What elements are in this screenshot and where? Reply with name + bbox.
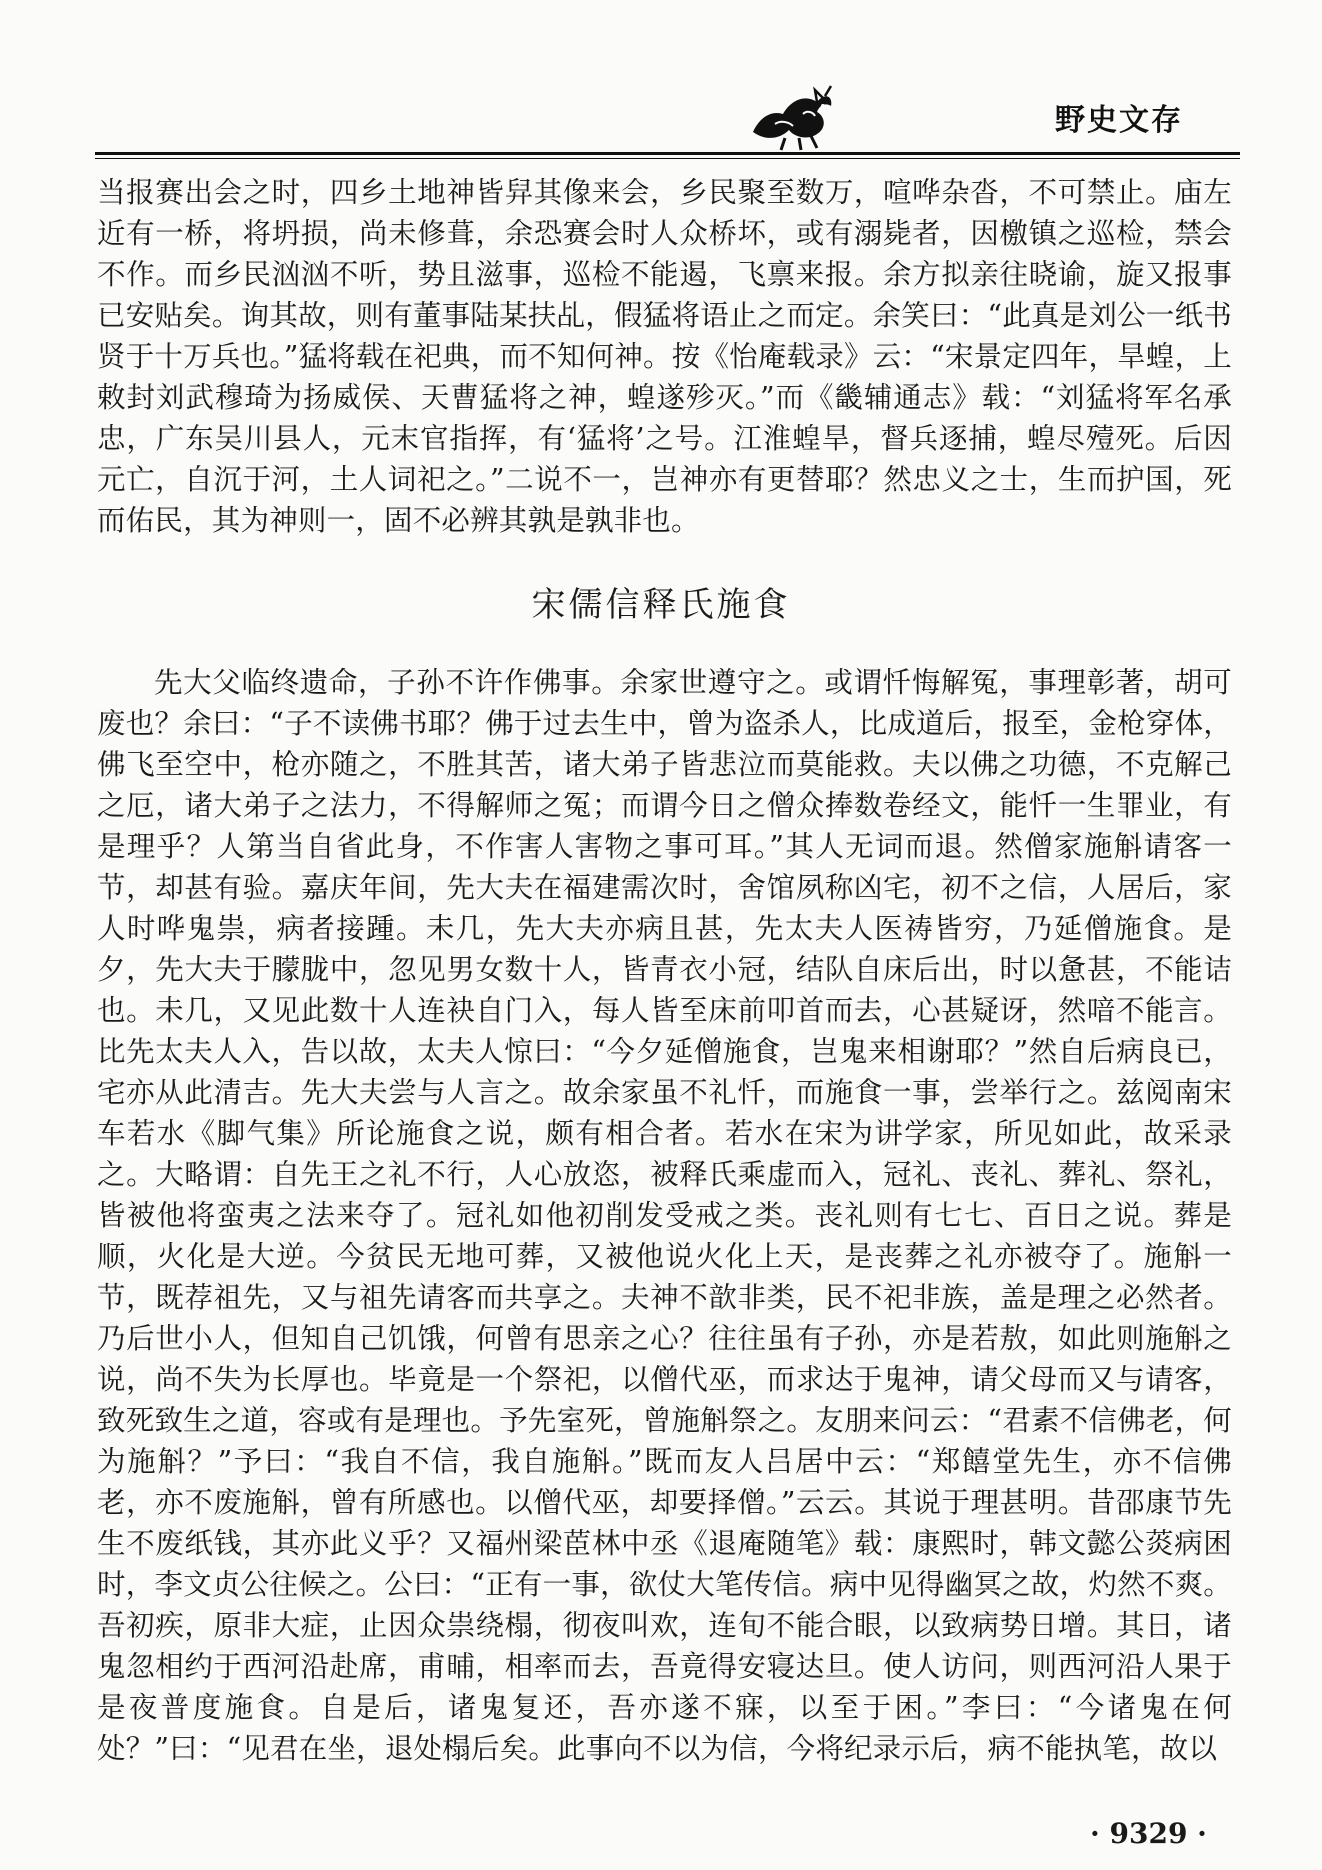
paragraph-2-text: 先大父临终遗命，子孙不许作佛事。余家世遵守之。或谓忏悔解冤，事理彰著，胡可废也？余曰：“子不读佛书耶？佛于过去生中，曾为盗杀人，比成道后，报至，金枪穿体，佛飞至空中，枪亦随之，不胜其苦，诸大弟子皆悲泣而莫能救。夫以佛之功德，不克解己之厄，诸大弟子之法力，不得解师之冤；而谓今日之僧众捧数卷经文，能忏一生罪业，有是理乎？人第当自省此身，不作害人害物之事可耳。”其人无词而退。然僧家施斛请客一节，却甚有验。嘉庆年间，先大夫在福建需次时，舍馆夙称凶宅，初不之信，人居后，家人时哗鬼祟，病者接踵。未几，先大夫亦病且甚，先太夫人医祷皆穷，乃延僧施食。是夕，先大夫于朦胧中，忽见男女数十人，皆青衣小冠，结队自床后出，时以惫甚，不能诘也。未几，又见此数十人连袂自门入，每人皆至床前叩首而去，心甚疑讶，然喑不能言。比先太夫人入，告以故，太夫人惊曰：“今夕延僧施食，岂鬼来相谢耶？”然自后病良已，宅亦从此清吉。先大夫尝与人言之。故余家虽不礼忏，而施食一事，尝举行之。兹阅南宋车若水《脚气集》所论施食之说，颇有相合者。若水在宋为讲学家，所见如此，故采录之。大略谓：自先王之礼不行，人心放恣，被释氏乘虚而入，冠礼、丧礼、葬礼、祭礼，皆被他将蛮夷之法来夺了。冠礼如他初削发受戒之类。丧礼则有七七、百日之说。葬是顺，火化是大逆。今贫民无地可葬，又被他说火化上天，是丧葬之礼亦被夺了。施斛一节，既荐祖先，又与祖先请客而共享之。夫神不歆非类，民不祀非族，盖是理之必然者。乃后世小人，但知自己饥饿，何曾有思亲之心？往往虽有子孙，亦是若敖，如此则施斛之说，尚不失为长厚也。毕竟是一个祭祀，以僧代巫，而求达于鬼神，请父母而又与请客，致死致生之道，容或有是理也。予先室死，曾施斛祭之。友朋来问云：“君素不信佛老，何为施斛？”予曰：“我自不信，我自施斛。”既而友人吕居中云：“郑饎堂先生，亦不信佛老，亦不废施斛，曾有所感也。以僧代巫，却要择僧。”云云。其说于理甚明。昔邵康节先生不废纸钱，其亦此义乎？又福州梁茞林中丞《退庵随笔》载：康熙时，韩文懿公菼病困时，李文贞公往候之。公曰：“正有一事，欲仗大笔传信。病中见得幽冥之故，灼然不爽。吾初疾，原非大症，止因众祟绕榻，彻夜叫欢，连旬不能合眼，以致病势日增。其日，诸鬼忽相约于西河沿赴席，甫晡，相率而去，吾竟得安寝达旦。使人访问，则西河沿人果于是夜普度施食。自是后，诸鬼复还，吾亦遂不寐，以至于困。”李曰：“今诸鬼在何处？”曰：“见君在坐，退处榻后矣。此事向不以为信，今将纪录示后，病不能执笔，故以 (97, 666, 1232, 1765)
header-rule-thin (95, 158, 1240, 159)
section-body (97, 662, 1232, 1769)
paragraph-1-text: 当报赛出会之时，四乡土地神皆舁其像来会，乡民聚至数万，喧哗杂沓，不可禁止。庙左近有一桥，将坍损，尚未修葺，余恐赛会时人众桥坏，或有溺毙者，因檄镇之巡检，禁会不作。而乡民汹汹不听，势且滋事，巡检不能遏，飞禀来报。余方拟亲往晓谕，旋又报事已安贴矣。询其故，则有董事陆某扶乩，假猛将语止之而定。余笑曰：“此真是刘公一纸书贤于十万兵也。”猛将载在祀典，而不知何神。按《怡庵载录》云：“宋景定四年，旱蝗，上敕封刘武穆琦为扬威侯、天曹猛将之神，蝗遂殄灭。”而《畿辅通志》载：“刘猛将军名承忠，广东吴川县人，元末官指挥，有‘猛将’之号。江淮蝗旱，督兵逐捕，蝗尽殪死。后因元亡，自沉于河，土人词祀之。”二说不一，岂神亦有更替耶？然忠义之士，生而护国，死而佑民，其为神则一，固不必辨其孰是孰非也。 (97, 176, 1232, 537)
page-header (0, 0, 1322, 160)
section-title: 宋儒信释氏施食 (531, 585, 791, 625)
page-number: · 9329 · (1090, 1817, 1207, 1850)
dragon-emblem-icon (745, 80, 837, 152)
paragraph-continued (97, 172, 1232, 541)
series-title: 野史文存 (1055, 103, 1183, 138)
header-rule-thick (95, 152, 1240, 155)
